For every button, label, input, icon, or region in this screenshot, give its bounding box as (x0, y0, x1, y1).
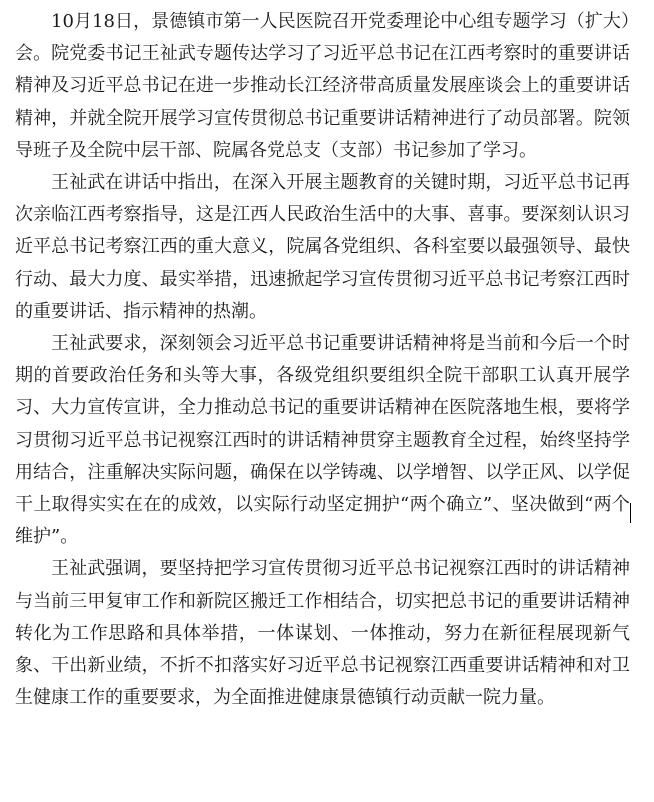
paragraph-emphasis: 王祉武强调，要坚持把学习宣传贯彻习近平总书记视察江西时的讲话精神与当前三甲复审工作和新院区搬迁工作相结合，切实把总书记的重要讲话精神转化为工作思路和具体举措，一体谋划、一体推动，努力在新征程展现新气象、干出新业绩，不折不扣落实好习近平总书记视察江西重要讲话精神和对卫生健康工作的重要要求，为全面推进健康景德镇行动贡献一院力量。 (15, 558, 630, 709)
paragraph-meeting-summary: 10月18日，景德镇市第一人民医院召开党委理论中心组专题学习（扩大）会。院党委书记王祉武专题传达学习了习近平总书记在江西考察时的重要讲话精神及习近平总书记在进一步推动长江经济带高质量发展座谈会上的重要讲话精神，并就全院开展学习宣传贯彻总书记重要讲话精神进行了动员部署。院领导班子及全院中层干部、院属各党总支（支部）书记参加了学习。 (15, 11, 630, 161)
paragraph-requirements: 王祉武要求，深刻领会习近平总书记重要讲话精神将是当前和今后一个时期的首要政治任务和头等大事，各级党组织要组织全院干部职工认真开展学习、大力宣传宣讲，全力推动总书记的重要讲话精神在医院落地生根，要将学习贯彻习近平总书记视察江西时的讲话精神贯穿主题教育全过程，始终坚持学用结合，注重解决实际问题，确保在以学铸魂、以学增智、以学正风、以学促干上取得实实在在的成效，以实际行动坚定拥护“两个确立”、坚决做到“两个维护”。 (15, 333, 630, 548)
article-body (15, 6, 630, 714)
paragraph-speech-points: 王祉武在讲话中指出，在深入开展主题教育的关键时期，习近平总书记再次亲临江西考察指导，这是江西人民政治生活中的大事、喜事。要深刻认识习近平总书记考察江西的重大意义，院属各党组织、各科室要以最强领导、最快行动、最大力度、最实举措，迅速掀起学习宣传贯彻习近平总书记考察江西时的重要讲话、指示精神的热潮。 (15, 172, 630, 322)
text-cursor (630, 503, 631, 523)
